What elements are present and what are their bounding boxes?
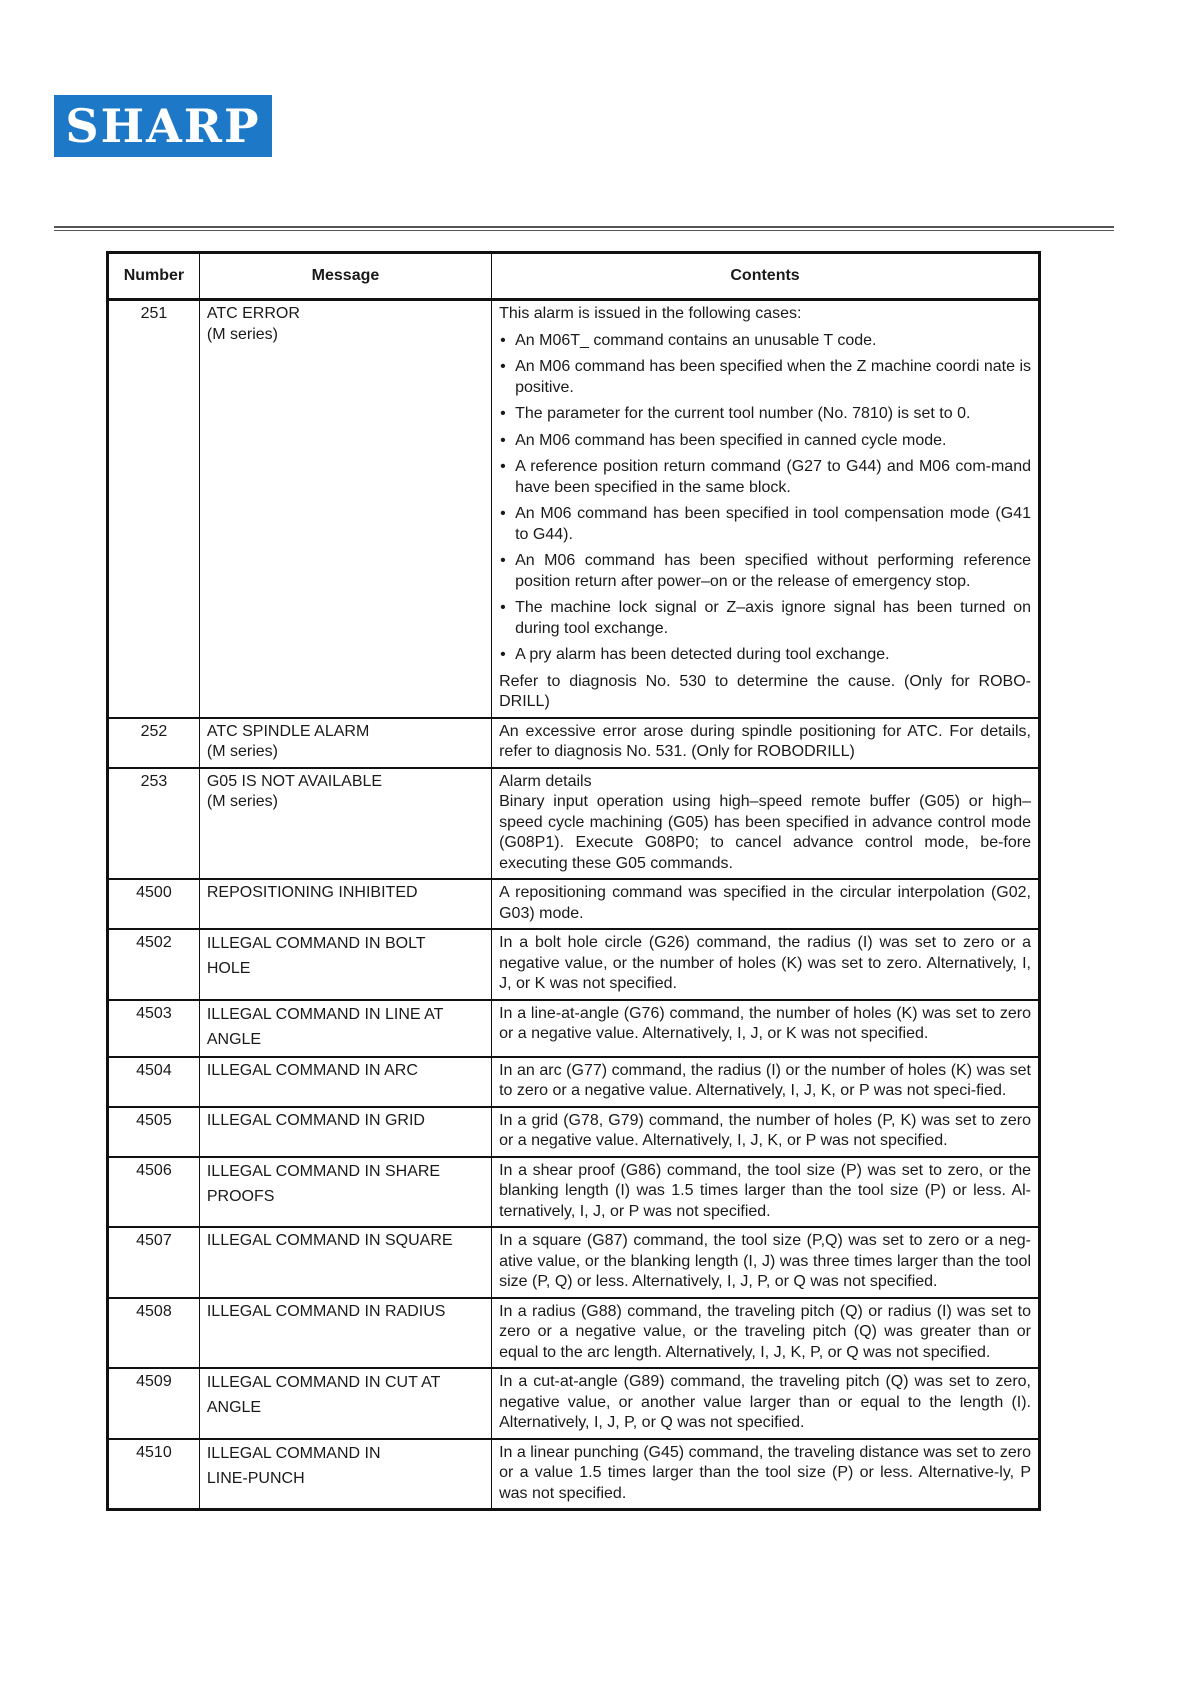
list-item: • An M06 command has been specified in tool compensation mode (G41 to G44).: [499, 504, 1031, 545]
alarm-number: 4505: [108, 1107, 200, 1157]
alarm-message: [199, 1227, 491, 1298]
alarm-table: [106, 251, 1041, 1511]
alarm-message: [199, 768, 491, 880]
alarm-message-line: ILLEGAL COMMAND IN RADIUS: [206, 1302, 446, 1320]
alarm-message-line: ILLEGAL COMMAND IN SQUARE: [206, 1232, 453, 1249]
alarm-contents: A repositioning command was specified in the circular interpolation (G02, G03) mode.: [492, 879, 1040, 929]
list-item: • A reference position return command (G27 to G44) and M06 com-mand have been specified in the same block.: [499, 457, 1031, 498]
alarm-message-line: REPOSITIONING INHIBITED: [206, 884, 418, 901]
alarm-message: [199, 1107, 491, 1157]
alarm-contents: In a cut-at-angle (G89) command, the traveling pitch (Q) was set to zero, negative value, or another value larger than or equal to the length (I). Alternatively, I, J, P, or Q was not specified.: [492, 1368, 1040, 1439]
alarm-contents: An excessive error arose during spindle positioning for ATC. For details, refer to diagnosis No. 531. (Only for ROBODRILL): [492, 718, 1040, 768]
table-row: [108, 1107, 1040, 1157]
alarm-number: 4500: [108, 879, 200, 929]
table-row: [108, 1157, 1040, 1228]
table-row: [108, 1057, 1040, 1107]
alarm-message-line: ILLEGAL COMMAND IN ARC: [206, 1061, 418, 1079]
alarm-message-line: ILLEGAL COMMAND IN: [206, 1444, 381, 1462]
alarm-message: [199, 1000, 491, 1057]
table-row: [108, 1368, 1040, 1439]
table-row: [108, 1439, 1040, 1510]
table-row: [108, 879, 1040, 929]
alarm-message-line: PROOFS: [206, 1187, 275, 1205]
header-rule-thin: [54, 230, 1114, 231]
alarm-message-line: ILLEGAL COMMAND IN SHARE: [206, 1162, 441, 1180]
table-row: [108, 718, 1040, 768]
alarm-number: 4507: [108, 1227, 200, 1298]
contents-text: Binary input operation using high–speed remote buffer (G05) or high–speed cycle machining (G05) has been specified in advance control mode (G08P1). Execute G08P0; to cancel advance control mode, be-fore executing these G05 commands.: [499, 793, 1031, 872]
table-row: [108, 1298, 1040, 1369]
alarm-contents: In a square (G87) command, the tool size (P,Q) was set to zero or a neg-ative value, or the blanking length (I, J) was three times larger than the tool size (P, Q) or less. Alternatively, I, J, P, or Q was not specified.: [492, 1227, 1040, 1298]
alarm-contents: In a grid (G78, G79) command, the number of holes (P, K) was set to zero or a negative value. Alternatively, I, J, K, or P was not specified.: [492, 1107, 1040, 1157]
alarm-number: 4502: [108, 929, 200, 1000]
alarm-message: [199, 1298, 491, 1369]
alarm-message-line: ILLEGAL COMMAND IN CUT AT: [206, 1374, 441, 1391]
alarm-message-line: HOLE: [206, 960, 251, 977]
list-item: • An M06 command has been specified without performing reference position return after power–on or the release of emergency stop.: [499, 551, 1031, 592]
alarm-message: [199, 1368, 491, 1439]
table-header-row: [108, 253, 1040, 300]
alarm-message-line: ILLEGAL COMMAND IN BOLT: [206, 935, 426, 952]
alarm-number: 4503: [108, 1000, 200, 1057]
alarm-message-line: ILLEGAL COMMAND IN GRID: [206, 1111, 425, 1129]
alarm-contents: [492, 768, 1040, 880]
alarm-message-line: ANGLE: [206, 1030, 262, 1048]
alarm-message: [199, 1057, 491, 1107]
alarm-message: [199, 718, 491, 768]
table-row: [108, 300, 1040, 718]
alarm-contents: [492, 300, 1040, 718]
table-row: [108, 929, 1040, 1000]
alarm-contents: In a line-at-angle (G76) command, the number of holes (K) was set to zero or a negative value. Alternatively, I, J, or K was not specified.: [492, 1000, 1040, 1057]
alarm-message: [199, 300, 491, 718]
alarm-contents: In an arc (G77) command, the radius (I) or the number of holes (K) was set to zero or a negative value. Alternatively, I, J, K, or P was not speci-fied.: [492, 1057, 1040, 1107]
alarm-message-line: (M series): [206, 325, 278, 343]
header-rule: [54, 226, 1114, 228]
alarm-contents: In a radius (G88) command, the traveling pitch (Q) or radius (I) was set to zero or a negative value, or the traveling pitch (Q) was greater than or equal to the arc length. Alternatively, I, J, K, P, or Q was not specified.: [492, 1298, 1040, 1369]
list-item: • The parameter for the current tool number (No. 7810) is set to 0.: [499, 404, 1031, 425]
alarm-number: 251: [108, 300, 200, 718]
list-item: • The machine lock signal or Z–axis ignore signal has been turned on during tool exchange.: [499, 598, 1031, 639]
alarm-number: 4509: [108, 1368, 200, 1439]
alarm-number: 253: [108, 768, 200, 880]
alarm-message: [199, 879, 491, 929]
alarm-number: 4506: [108, 1157, 200, 1228]
table-row: [108, 768, 1040, 880]
alarm-number: 252: [108, 718, 200, 768]
alarm-message: [199, 1157, 491, 1228]
column-header-message: Message: [199, 253, 491, 300]
alarm-contents: In a bolt hole circle (G26) command, the radius (I) was set to zero or a negative value, or the number of holes (K) was set to zero. Alternatively, I, J, or K was not specified.: [492, 929, 1040, 1000]
alarm-message: [199, 929, 491, 1000]
contents-title: Alarm details: [499, 772, 592, 790]
column-header-contents: Contents: [492, 253, 1040, 300]
column-header-number: Number: [108, 253, 200, 300]
alarm-message-line: G05 IS NOT AVAILABLE: [206, 772, 383, 790]
alarm-message-line: ILLEGAL COMMAND IN LINE AT: [206, 1005, 444, 1023]
contents-intro: This alarm is issued in the following cases:: [499, 305, 802, 322]
table-row: [108, 1000, 1040, 1057]
list-item: • An M06T_ command contains an unusable T code.: [499, 331, 1031, 352]
alarm-message-line: (M series): [206, 743, 278, 760]
alarm-message-line: ANGLE: [206, 1399, 262, 1416]
table-row: [108, 1227, 1040, 1298]
alarm-message-line: (M series): [206, 793, 278, 810]
list-item: • A pry alarm has been detected during tool exchange.: [499, 645, 1031, 666]
list-item: • An M06 command has been specified when the Z machine coordi nate is positive.: [499, 357, 1031, 398]
sharp-logo: SHARP: [54, 95, 272, 157]
alarm-number: 4510: [108, 1439, 200, 1510]
alarm-message-line: ATC SPINDLE ALARM: [206, 722, 370, 740]
alarm-message-line: ATC ERROR: [206, 305, 300, 322]
alarm-contents: In a linear punching (G45) command, the traveling distance was set to zero or a value 1.5 times larger than the tool size (P) or less. Alternative-ly, P was not specified.: [492, 1439, 1040, 1510]
alarm-contents: In a shear proof (G86) command, the tool size (P) was set to zero, or the blanking length (I) was 1.5 times larger than the tool size (P) or less. Al-ternatively, I, J, or P was not specified.: [492, 1157, 1040, 1228]
alarm-number: 4508: [108, 1298, 200, 1369]
contents-outro: Refer to diagnosis No. 530 to determine the cause. (Only for ROBO-DRILL): [499, 672, 1031, 710]
alarm-message-line: LINE-PUNCH: [206, 1469, 305, 1487]
cases-list: [499, 331, 1031, 666]
alarm-message: [199, 1439, 491, 1510]
alarm-number: 4504: [108, 1057, 200, 1107]
list-item: • An M06 command has been specified in canned cycle mode.: [499, 431, 1031, 452]
